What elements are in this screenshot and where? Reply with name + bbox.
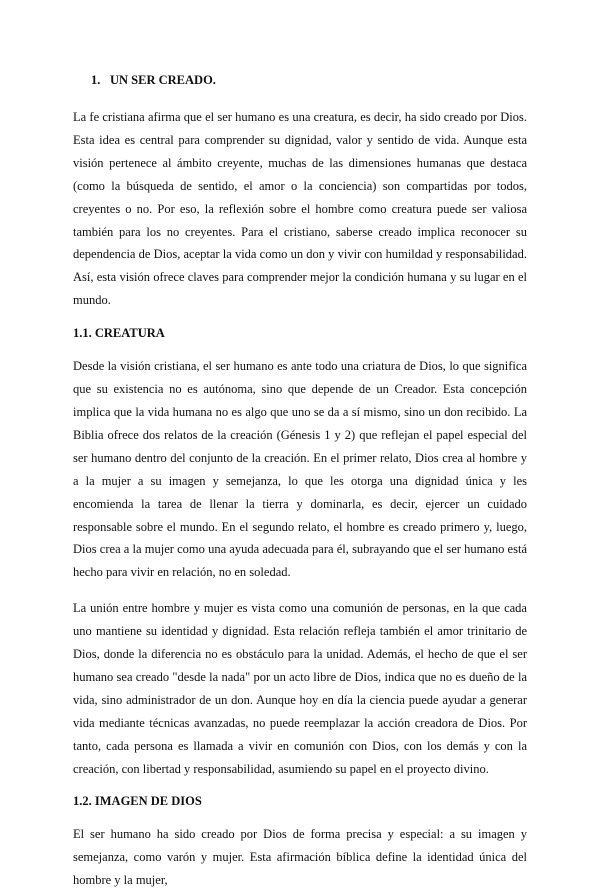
section-number: 1. [91,73,101,87]
creatura-paragraph-2: La unión entre hombre y mujer es vista como una comunión de personas, en la que cada uno mantiene su identidad y dignidad. Esta relación refleja también el amor trinitario de Dios, donde la diferencia no es obstáculo para la unidad. Además, el hecho de que el ser humano sea creado "desde la nada" por un acto libre de Dios, indica que no es dueño de la vida, sino administrador de un don. Aunque hoy en día la ciencia puede ayudar a generar vida mediante técnicas avanzadas, no puede reemplazar la acción creadora de Dios. Por tanto, cada persona es llamada a vivir en comunión con Dios, con los demás y con la creación, con libertad y responsabilidad, asumiendo su papel en el proyecto divino. [73,601,527,776]
section-title: UN SER CREADO. [110,73,216,87]
document-page [73,60,527,892]
section-heading [91,71,527,89]
subsection-heading-creatura: 1.1. CREATURA [73,326,165,341]
subsection-heading-imagen-de-dios: 1.2. IMAGEN DE DIOS [73,794,202,809]
creatura-paragraph-1: Desde la visión cristiana, el ser humano es ante todo una criatura de Dios, lo que significa que su existencia no es autónoma, sino que depende de un Creador. Esta concepción implica que la vida humana no es algo que uno se da a sí mismo, sino un don recibido. La Biblia ofrece dos relatos de la creación (Génesis 1 y 2) que reflejan el papel especial del ser humano dentro del conjunto de la creación. En el primer relato, Dios crea al hombre y a la mujer a su imagen y semejanza, lo que les otorga una dignidad única y les encomienda la tarea de llenar la tierra y dominarla, es decir, ejercer un cuidado responsable sobre el mundo. En el segundo relato, el hombre es creado primero y, luego, Dios crea a la mujer como una ayuda adecuada para él, subrayando que el ser humano está hecho para vivir en relación, no en soledad. [73,359,527,580]
intro-paragraph: La fe cristiana afirma que el ser humano es una creatura, es decir, ha sido creado por Dios. Esta idea es central para comprender su dignidad, valor y sentido de vida. Aunque esta visión pertenece al ámbito creyente, muchas de las dimensiones humanas que destaca (como la búsqueda de sentido, el amor o la conciencia) son compartidas por todos, creyentes o no. Por eso, la reflexión sobre el hombre como creatura puede ser valiosa también para los no creyentes. Para el cristiano, saberse creado implica reconocer su dependencia de Dios, aceptar la vida como un don y vivir con humildad y responsabilidad. Así, esta visión ofrece claves para comprender mejor la condición humana y su lugar en el mundo. [73,110,527,308]
imagen-paragraph-1: El ser humano ha sido creado por Dios de forma precisa y especial: a su imagen y semejanza, como varón y mujer. Esta afirmación bíblica define la identidad única del hombre y la mujer, [73,827,527,888]
